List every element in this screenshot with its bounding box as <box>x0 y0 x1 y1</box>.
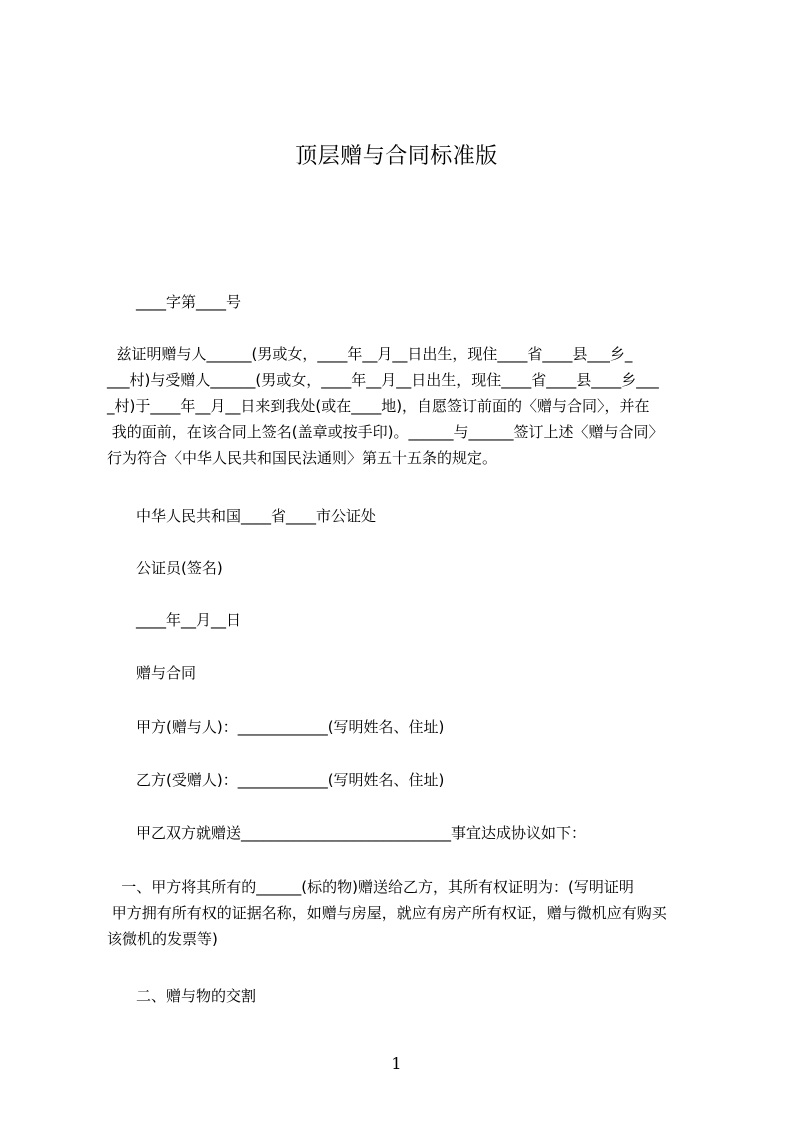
notarial-certification-paragraph <box>107 341 697 471</box>
document-title: 顶层赠与合同标准版 <box>295 144 498 169</box>
certification-line: 兹证明赠与人______(男或女，____年__月__日出生，现住____省____县___乡_ <box>107 345 633 363</box>
certification-line: 行为符合〈中华人民共和国民法通则〉第五十五条的规定。 <box>107 449 498 467</box>
clause-one-paragraph <box>107 874 697 952</box>
clause-one-line: 一、甲方将其所有的______(标的物)赠送给乙方，其所有权证明为：(写明证明 <box>107 878 634 896</box>
date-line: ____年__月__日 <box>136 611 242 629</box>
party-a-line: 甲方(赠与人)：____________(写明姓名、住址) <box>136 718 445 736</box>
document-number-line: ____字第____号 <box>136 293 242 311</box>
certification-line: 我的面前，在该合同上签名(盖章或按手印)。______与______签订上述〈赠与合同〉 <box>107 423 664 441</box>
clause-two-heading: 二、赠与物的交割 <box>136 987 257 1005</box>
notary-signature-line: 公证员(签名) <box>136 559 223 577</box>
clause-one-line: 甲方拥有所有权的证据名称，如赠与房屋，就应有房产所有权证，赠与微机应有购买 <box>107 904 667 922</box>
certification-line: _村)于____年__月__日来到我处(或在____地)，自愿签订前面的〈赠与合同〉，并在 <box>107 397 650 415</box>
page-number: 1 <box>391 1054 402 1073</box>
clause-one-line: 该微机的发票等) <box>107 930 218 948</box>
agreement-line: 甲乙双方就赠送____________________________事宜达成协议如下： <box>136 824 587 842</box>
certification-line: ___村)与受赠人______(男或女，____年__月__日出生，现住____省____县____乡___ <box>107 371 659 389</box>
party-b-line: 乙方(受赠人)：____________(写明姓名、住址) <box>136 771 445 789</box>
notary-office-line: 中华人民共和国____省____市公证处 <box>136 507 377 525</box>
contract-heading: 赠与合同 <box>136 664 197 682</box>
